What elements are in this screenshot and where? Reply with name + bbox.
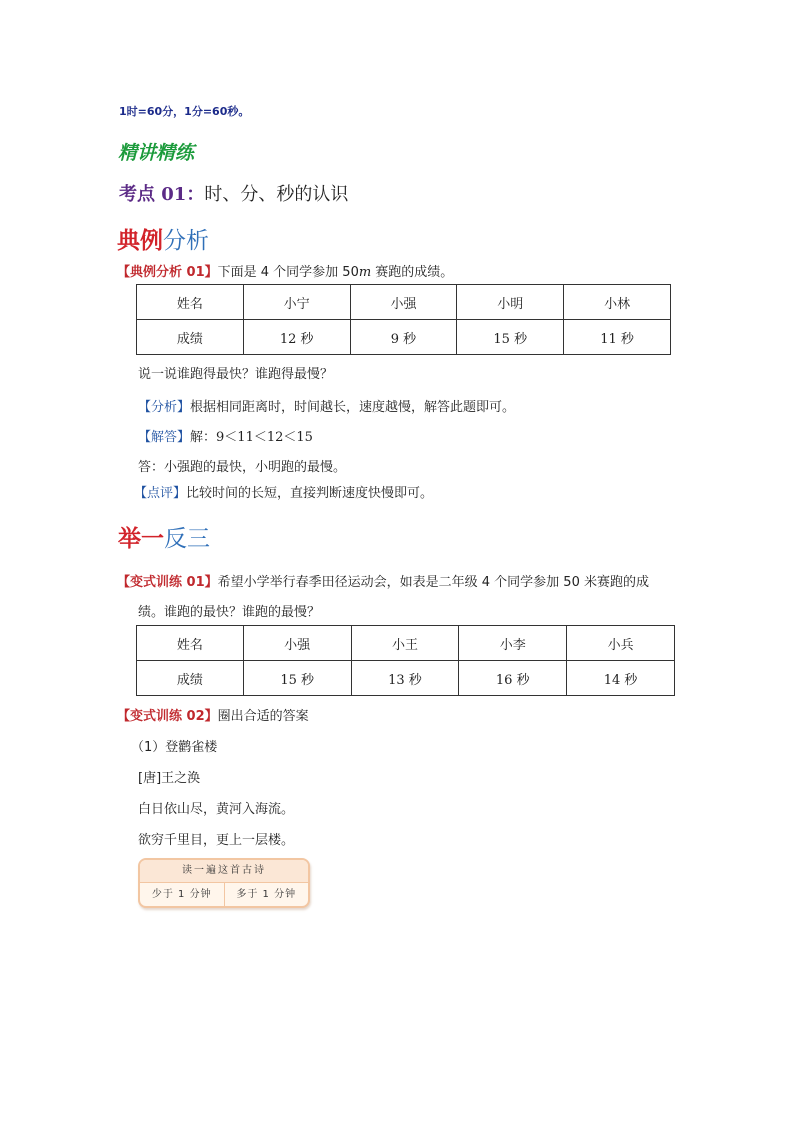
example1-analysis — [138, 396, 515, 415]
option-more-than-minute[interactable]: 多于 1 分钟 — [236, 889, 297, 900]
example1-unit: m — [358, 265, 372, 280]
table-row — [137, 320, 671, 355]
answer-expression: 9＜11＜12＜15 — [216, 430, 313, 445]
variant2-item: （1）登鹳雀楼 — [131, 740, 218, 755]
kaodian-label: 考点 01： — [119, 184, 205, 205]
table-cell: 16 秒 — [459, 661, 567, 696]
table-cell: 姓名 — [137, 626, 244, 661]
table-cell: 成绩 — [137, 320, 244, 355]
example1-question: 说一说谁跑得最快？谁跑得最慢？ — [138, 367, 334, 382]
practice-heading-red: 举一 — [118, 526, 164, 552]
table-cell: 15 秒 — [243, 661, 351, 696]
table-cell: 小强 — [243, 626, 351, 661]
variant2-tag: 【变式训练 02】 — [117, 709, 218, 724]
table-row — [137, 285, 671, 320]
table-cell: 小王 — [351, 626, 459, 661]
example1-text: 下面是 4 个同学参加 50 — [217, 265, 359, 280]
table-cell: 12 秒 — [243, 320, 350, 355]
example1-table — [136, 284, 671, 355]
variant1-line2: 绩。谁跑的最快？谁跑的最慢？ — [138, 605, 321, 620]
practice-heading-blue: 反三 — [164, 526, 210, 552]
example1-tag: 【典例分析 01】 — [117, 265, 218, 280]
variant2-line — [117, 705, 309, 724]
badge-title: 读一遍这首古诗 — [140, 860, 308, 883]
table-cell: 13 秒 — [351, 661, 459, 696]
poem-line-2: 欲穷千里目，更上一层楼。 — [138, 833, 295, 848]
table-cell: 小宁 — [243, 285, 350, 320]
variant1-table — [136, 625, 675, 696]
poem-author: [唐]王之涣 — [138, 771, 201, 786]
kaodian-title: 时、分、秒的认识 — [204, 184, 349, 205]
example1-comment — [134, 482, 433, 501]
table-cell: 9 秒 — [350, 320, 457, 355]
analysis-tag: 【分析】 — [138, 400, 191, 415]
variant1-tag: 【变式训练 01】 — [117, 575, 218, 590]
option-less-than-minute[interactable]: 少于 1 分钟 — [140, 883, 225, 907]
intro-text: 1时=60分，1分=60秒。 — [119, 105, 250, 118]
section-heading: 精讲精练 — [118, 142, 195, 164]
table-cell: 小明 — [457, 285, 564, 320]
example1-prompt — [117, 261, 453, 280]
table-cell: 姓名 — [137, 285, 244, 320]
table-cell: 小兵 — [567, 626, 675, 661]
analysis-text: 根据相同距离时，时间越长，速度越慢，解答此题即可。 — [190, 400, 516, 415]
table-cell: 14 秒 — [567, 661, 675, 696]
kaodian-heading — [119, 180, 348, 206]
variant1-text: 希望小学举行春季田径运动会，如表是二年级 4 个同学参加 50 米赛跑的成 — [217, 575, 649, 590]
practice-heading — [118, 520, 210, 553]
table-cell: 成绩 — [137, 661, 244, 696]
answer-prefix: 解： — [190, 430, 217, 445]
example-heading-blue: 分析 — [163, 228, 209, 254]
table-cell: 小林 — [564, 285, 671, 320]
example1-text-after: 赛跑的成绩。 — [371, 265, 454, 280]
comment-tag: 【点评】 — [134, 486, 187, 501]
table-row — [137, 661, 675, 696]
variant2-text: 圈出合适的答案 — [217, 709, 309, 724]
table-cell: 15 秒 — [457, 320, 564, 355]
table-cell: 小强 — [350, 285, 457, 320]
reading-time-badge — [138, 858, 310, 908]
table-cell: 11 秒 — [564, 320, 671, 355]
table-cell: 小李 — [459, 626, 567, 661]
answer-tag: 【解答】 — [138, 430, 191, 445]
example1-answer-text: 答：小强跑的最快，小明跑的最慢。 — [138, 460, 347, 475]
table-row — [137, 626, 675, 661]
example1-answer — [138, 426, 313, 445]
example-heading — [117, 222, 209, 255]
badge-options — [140, 883, 308, 907]
example-heading-red: 典例 — [117, 228, 163, 254]
variant1-line1 — [117, 571, 649, 590]
poem-line-1: 白日依山尽，黄河入海流。 — [138, 802, 295, 817]
comment-text: 比较时间的长短，直接判断速度快慢即可。 — [186, 486, 434, 501]
